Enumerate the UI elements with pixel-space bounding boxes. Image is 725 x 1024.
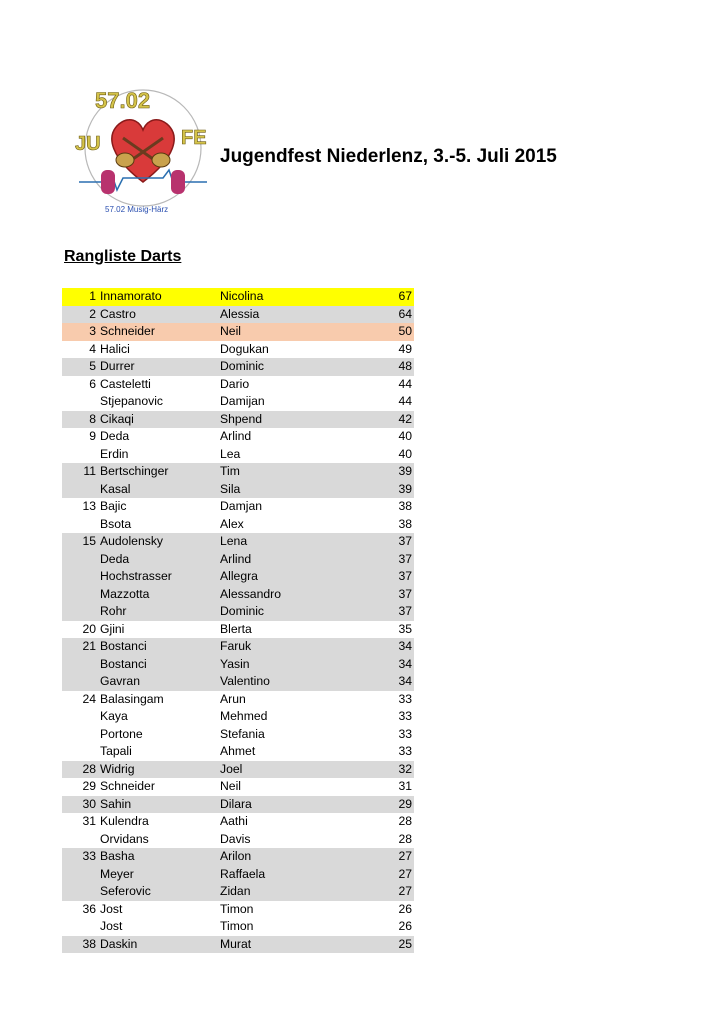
points-cell: 40 — [398, 446, 412, 461]
last-name-cell: Jost — [100, 919, 123, 933]
section-title: Rangliste Darts — [64, 248, 182, 265]
logo-number: 57.02 — [95, 88, 151, 113]
last-name-cell: Basha — [100, 849, 135, 863]
points-cell: 64 — [398, 306, 412, 321]
table-row — [62, 691, 414, 709]
first-name-cell: Alex — [220, 516, 244, 531]
last-name-cell: Widrig — [100, 761, 135, 776]
table-row — [62, 551, 414, 569]
first-name-cell: Lea — [220, 446, 241, 461]
points-cell: 37 — [398, 569, 412, 583]
points-cell: 32 — [398, 761, 412, 776]
last-name-cell: Schneider — [100, 779, 155, 793]
first-name-cell: Mehmed — [220, 709, 268, 723]
first-name-cell: Alessia — [220, 306, 260, 321]
rank-cell: 6 — [89, 376, 96, 391]
first-name-cell: Raffaela — [220, 866, 266, 881]
points-cell: 37 — [398, 586, 412, 601]
points-cell: 28 — [398, 831, 412, 846]
last-name-cell: Bostanci — [100, 639, 147, 653]
table-row — [62, 796, 414, 814]
first-name-cell: Dario — [220, 376, 250, 391]
points-cell: 37 — [398, 534, 412, 548]
table-row — [62, 708, 414, 726]
last-name-cell: Schneider — [100, 324, 155, 338]
points-cell: 33 — [398, 744, 412, 758]
rank-cell: 5 — [89, 359, 96, 373]
logo-letters-left: JU — [75, 133, 101, 155]
points-cell: 44 — [398, 394, 412, 408]
table-row — [62, 463, 414, 481]
rank-cell: 31 — [82, 814, 96, 828]
last-name-cell: Tapali — [100, 744, 132, 758]
points-cell: 37 — [398, 604, 412, 618]
points-cell: 48 — [398, 359, 412, 373]
points-cell: 34 — [398, 639, 412, 653]
table-row — [62, 323, 414, 341]
first-name-cell: Arun — [220, 691, 246, 706]
points-cell: 25 — [398, 936, 412, 951]
rank-cell: 24 — [82, 691, 96, 706]
table-row — [62, 656, 414, 674]
last-name-cell: Bajic — [100, 499, 127, 513]
table-row — [62, 901, 414, 919]
first-name-cell: Nicolina — [220, 289, 264, 303]
last-name-cell: Seferovic — [100, 884, 151, 898]
points-cell: 35 — [398, 621, 412, 636]
table-row — [62, 726, 414, 744]
points-cell: 28 — [398, 814, 412, 828]
first-name-cell: Dominic — [220, 604, 265, 618]
last-name-cell: Balasingam — [100, 691, 164, 706]
last-name-cell: Gavran — [100, 674, 140, 688]
first-name-cell: Shpend — [220, 411, 263, 426]
last-name-cell: Castro — [100, 306, 136, 321]
first-name-cell: Valentino — [220, 674, 270, 688]
rank-cell: 13 — [82, 499, 96, 513]
last-name-cell: Cikaqi — [100, 411, 134, 426]
table-row — [62, 813, 414, 831]
rank-cell: 29 — [82, 779, 96, 793]
rank-cell: 28 — [82, 761, 96, 776]
last-name-cell: Audolensky — [100, 534, 164, 548]
first-name-cell: Sila — [220, 481, 241, 496]
last-name-cell: Kulendra — [100, 814, 149, 828]
last-name-cell: Kasal — [100, 481, 131, 496]
table-row — [62, 883, 414, 901]
points-cell: 39 — [398, 464, 412, 478]
table-row — [62, 393, 414, 411]
last-name-cell: Casteletti — [100, 376, 151, 391]
table-row — [62, 638, 414, 656]
rank-cell: 11 — [83, 464, 96, 478]
last-name-cell: Jost — [100, 901, 123, 916]
first-name-cell: Joel — [220, 761, 243, 776]
rank-cell: 9 — [89, 429, 96, 443]
table-row — [62, 288, 414, 306]
last-name-cell: Gjini — [100, 621, 125, 636]
first-name-cell: Arilon — [220, 849, 252, 863]
first-name-cell: Allegra — [220, 569, 258, 583]
table-row — [62, 673, 414, 691]
points-cell: 38 — [398, 499, 412, 513]
last-name-cell: Deda — [100, 551, 130, 566]
points-cell: 34 — [398, 674, 412, 688]
points-cell: 33 — [398, 726, 412, 741]
first-name-cell: Alessandro — [220, 586, 281, 601]
points-cell: 27 — [398, 884, 412, 898]
points-cell: 33 — [398, 709, 412, 723]
table-row — [62, 866, 414, 884]
points-cell: 49 — [398, 341, 412, 356]
table-row — [62, 603, 414, 621]
rank-cell: 15 — [82, 534, 96, 548]
points-cell: 44 — [398, 376, 412, 391]
first-name-cell: Timon — [220, 919, 254, 933]
points-cell: 26 — [398, 919, 412, 933]
first-name-cell: Ahmet — [220, 744, 256, 758]
last-name-cell: Bsota — [100, 516, 132, 531]
first-name-cell: Damijan — [220, 394, 265, 408]
table-row — [62, 586, 414, 604]
points-cell: 33 — [398, 691, 412, 706]
rank-cell: 20 — [82, 621, 96, 636]
last-name-cell: Bertschinger — [100, 464, 169, 478]
rank-cell: 33 — [82, 849, 96, 863]
last-name-cell: Durrer — [100, 359, 135, 373]
points-cell: 67 — [398, 289, 412, 303]
first-name-cell: Tim — [220, 464, 240, 478]
last-name-cell: Erdin — [100, 446, 129, 461]
points-cell: 34 — [398, 656, 412, 671]
last-name-cell: Innamorato — [100, 289, 162, 303]
first-name-cell: Dilara — [220, 796, 252, 811]
first-name-cell: Timon — [220, 901, 254, 916]
table-row — [62, 376, 414, 394]
first-name-cell: Zidan — [220, 884, 251, 898]
last-name-cell: Deda — [100, 429, 130, 443]
points-cell: 42 — [398, 411, 412, 426]
festival-logo — [71, 86, 215, 218]
table-row — [62, 918, 414, 936]
first-name-cell: Yasin — [220, 656, 250, 671]
table-row — [62, 848, 414, 866]
last-name-cell: Halici — [100, 341, 130, 356]
logo-graphic — [71, 86, 215, 218]
first-name-cell: Neil — [220, 779, 241, 793]
table-row — [62, 358, 414, 376]
table-row — [62, 621, 414, 639]
first-name-cell: Dogukan — [220, 341, 269, 356]
ranking-table — [62, 288, 414, 953]
first-name-cell: Arlind — [220, 429, 252, 443]
points-cell: 40 — [398, 429, 412, 443]
table-row — [62, 306, 414, 324]
first-name-cell: Damjan — [220, 499, 262, 513]
last-name-cell: Mazzotta — [100, 586, 150, 601]
table-row — [62, 428, 414, 446]
last-name-cell: Meyer — [100, 866, 134, 881]
logo-caption: 57.02 Musig-Härz — [105, 205, 169, 214]
last-name-cell: Rohr — [100, 604, 127, 618]
last-name-cell: Portone — [100, 726, 143, 741]
last-name-cell: Hochstrasser — [100, 569, 172, 583]
table-row — [62, 446, 414, 464]
first-name-cell: Stefania — [220, 726, 265, 741]
table-row — [62, 498, 414, 516]
points-cell: 27 — [398, 849, 412, 863]
points-cell: 29 — [398, 796, 412, 811]
points-cell: 39 — [398, 481, 412, 496]
rank-cell: 4 — [89, 341, 96, 356]
table-row — [62, 761, 414, 779]
points-cell: 50 — [398, 324, 412, 338]
points-cell: 37 — [398, 551, 412, 566]
last-name-cell: Orvidans — [100, 831, 149, 846]
first-name-cell: Murat — [220, 936, 252, 951]
last-name-cell: Stjepanovic — [100, 394, 164, 408]
rank-cell: 38 — [82, 936, 96, 951]
table-row — [62, 481, 414, 499]
last-name-cell: Bostanci — [100, 656, 147, 671]
points-cell: 38 — [398, 516, 412, 531]
first-name-cell: Faruk — [220, 639, 252, 653]
table-row — [62, 743, 414, 761]
table-row — [62, 831, 414, 849]
table-row — [62, 533, 414, 551]
first-name-cell: Neil — [220, 324, 241, 338]
first-name-cell: Dominic — [220, 359, 265, 373]
rank-cell: 30 — [82, 796, 96, 811]
rank-cell: 1 — [89, 289, 96, 303]
points-cell: 27 — [398, 866, 412, 881]
first-name-cell: Aathi — [220, 814, 248, 828]
rank-cell: 2 — [89, 306, 96, 321]
last-name-cell: Kaya — [100, 709, 128, 723]
rank-cell: 36 — [82, 901, 96, 916]
rank-cell: 8 — [89, 411, 96, 426]
first-name-cell: Lena — [220, 534, 248, 548]
first-name-cell: Arlind — [220, 551, 252, 566]
logo-letters-right: FE — [181, 127, 207, 149]
table-row — [62, 936, 414, 954]
table-row — [62, 778, 414, 796]
points-cell: 31 — [398, 779, 412, 793]
rank-cell: 3 — [89, 324, 96, 338]
last-name-cell: Sahin — [100, 796, 132, 811]
table-row — [62, 341, 414, 359]
table-row — [62, 568, 414, 586]
last-name-cell: Daskin — [100, 936, 138, 951]
rank-cell: 21 — [82, 639, 96, 653]
first-name-cell: Davis — [220, 831, 251, 846]
points-cell: 26 — [398, 901, 412, 916]
first-name-cell: Blerta — [220, 621, 252, 636]
page-title: Jugendfest Niederlenz, 3.-5. Juli 2015 — [220, 146, 557, 167]
table-row — [62, 516, 414, 534]
table-row — [62, 411, 414, 429]
